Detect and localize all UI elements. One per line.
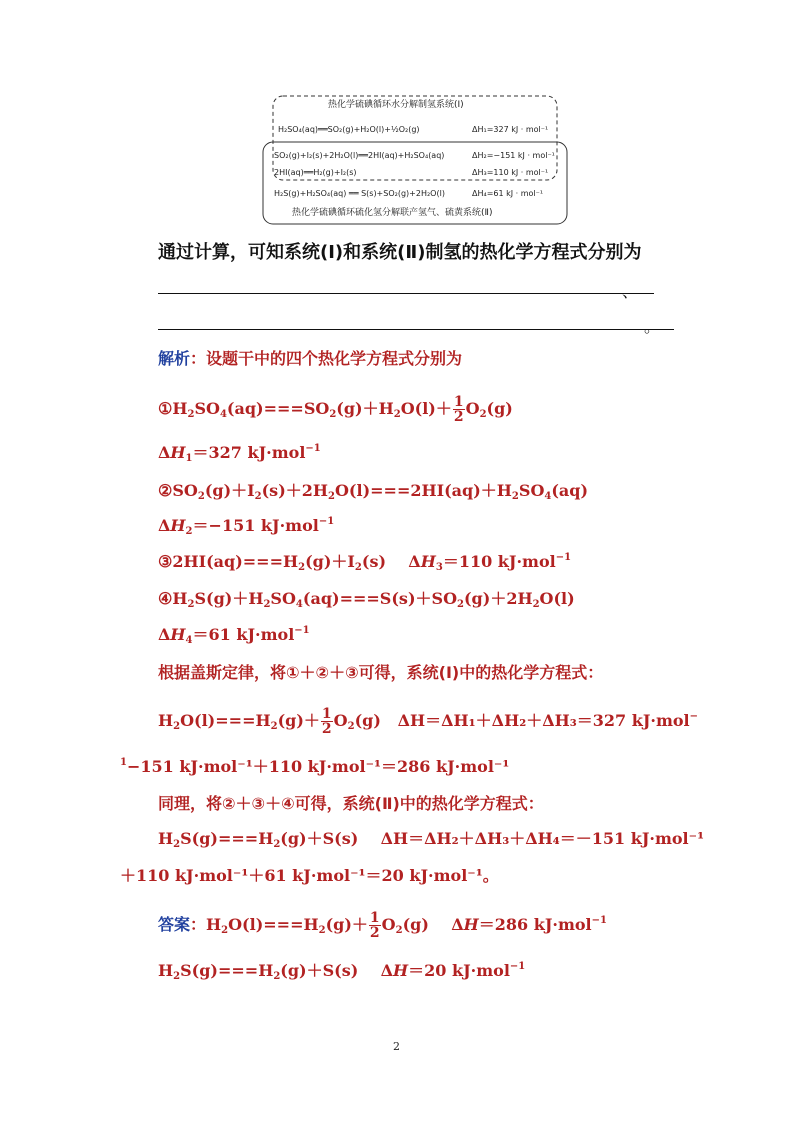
system2-calc-continued: ＋110 kJ·mol⁻¹＋61 kJ·mol⁻¹＝20 kJ·mol⁻¹。 (120, 866, 499, 885)
enthalpy-1: $\Delta H_1=327$ kJ·mol$^{-1}$ (158, 443, 321, 464)
enthalpy-1-value: 327 (208, 443, 242, 462)
blank-punct-1: 、 (622, 282, 639, 301)
equation-number-2: ② (158, 481, 173, 500)
figure-dh-4: ΔH₄=61 kJ · mol⁻¹ (472, 189, 544, 198)
equation-1: $①H_2SO_4(aq)===SO_2(g)+H_2O(l)+$ $\frac{1}{2}$ $O_2(g)$ (158, 394, 513, 425)
figure-eq-3: 2HI(aq)══H₂(g)+I₂(s) (274, 168, 357, 177)
answer-dh-1: 286 (494, 915, 529, 934)
blank-punct-2: 。 (644, 317, 661, 336)
enthalpy-2-value: −151 (208, 516, 256, 535)
answer-dh-2: 20 (424, 961, 447, 980)
system1-calc-a: ΔH＝ΔH₁＋ΔH₂＋ΔH₃＝327 kJ·mol (397, 711, 690, 730)
answer-label: 答案 (158, 915, 191, 934)
enthalpy-4-value: 61 (208, 625, 231, 644)
enthalpy-2: $\Delta H_2=-151$ kJ·mol$^{-1}$ (158, 516, 335, 537)
question-text: 通过计算，可知系统(Ⅰ)和系统(Ⅱ)制氢的热化学方程式分别为 (158, 242, 642, 263)
answer-blank-2 (158, 329, 674, 330)
system1-calc-b: −151 kJ·mol⁻¹＋110 kJ·mol⁻¹＝286 kJ·mol⁻¹ (126, 757, 510, 776)
system2-equation: $H_2S(g)===H_2(g)+S(s)$ ΔH＝ΔH₂＋ΔH₃＋ΔH₄＝－151 kJ·mol⁻¹ (158, 829, 705, 850)
solution-label: 解析 (158, 349, 191, 368)
page-number: 2 (393, 1040, 400, 1053)
system1-title: 热化学硫碘循环水分解制氢系统(Ⅰ) (328, 100, 464, 110)
figure-eq-4: H₂S(g)+H₂SO₄(aq) ══ S(s)+SO₂(g)+2H₂O(l) (274, 189, 445, 198)
system2-title: 热化学硫碘循环硫化氢分解联产氢气、硫黄系统(Ⅱ) (292, 208, 493, 218)
equation-2: $②SO_2(g)+I_2(s)+2H_2O(l)===2HI(aq)+H_2SO_4(aq)$ (158, 481, 589, 502)
enthalpy-4: $\Delta H_4=61$ kJ·mol$^{-1}$ (158, 625, 310, 646)
system1-calc-continued: $^1$−151 kJ·mol⁻¹＋110 kJ·mol⁻¹＝286 kJ·mol⁻¹ (120, 757, 510, 776)
equation-number-1: ① (158, 399, 173, 418)
equation-number-4: ④ (158, 589, 173, 608)
hess-law-step-2: 同理，将②＋③＋④可得，系统(Ⅱ)中的热化学方程式： (158, 794, 544, 813)
equation-3: $③2HI(aq)===H_2(g)+I_2(s)$ $\Delta H_3=110$ kJ·mol$^{-1}$ (158, 552, 572, 573)
equation-number-3: ③ (158, 552, 173, 571)
figure-eq-2: SO₂(g)+I₂(s)+2H₂O(l)══2HI(aq)+H₂SO₄(aq) (274, 151, 445, 160)
answer-blank-1 (158, 293, 654, 294)
figure-dh-2: ΔH₂=−151 kJ · mol⁻¹ (472, 151, 555, 160)
system2-calc-a: ΔH＝ΔH₂＋ΔH₃＋ΔH₄＝－151 kJ·mol⁻¹ (380, 829, 705, 848)
answer-line-1: 答案：$H_2O(l)===H_2(g)+$ $\frac{1}{2}$ $O_2(g)$ ΔH＝286 kJ·mol$^{-1}$ (158, 910, 607, 941)
cycle-diagram (260, 94, 570, 226)
solution-intro (158, 348, 462, 370)
solution-intro-text: ：设题干中的四个热化学方程式分别为 (190, 349, 463, 368)
figure-dh-1: ΔH₁=327 kJ · mol⁻¹ (472, 125, 549, 134)
figure-eq-1: H₂SO₄(aq)══SO₂(g)+H₂O(l)+½O₂(g) (278, 125, 420, 134)
hess-law-step-1: 根据盖斯定律，将①＋②＋③可得，系统(Ⅰ)中的热化学方程式： (158, 663, 604, 682)
equation-4: $④H_2S(g)+H_2SO_4(aq)===S(s)+SO_2(g)+2H_2O(l)$ (158, 589, 575, 610)
system1-equation: $H_2O(l)===H_2(g)+$ $\frac{1}{2}$ $O_2(g)$ ΔH＝ΔH₁＋ΔH₂＋ΔH₃＝327 kJ·mol− (158, 706, 699, 737)
answer-line-2: $H_2S(g)===H_2(g)+S(s)$ ΔH＝20 kJ·mol$^{-1}$ (158, 961, 526, 982)
figure-dh-3: ΔH₃=110 kJ · mol⁻¹ (472, 168, 549, 177)
enthalpy-3-value: 110 (458, 552, 493, 571)
